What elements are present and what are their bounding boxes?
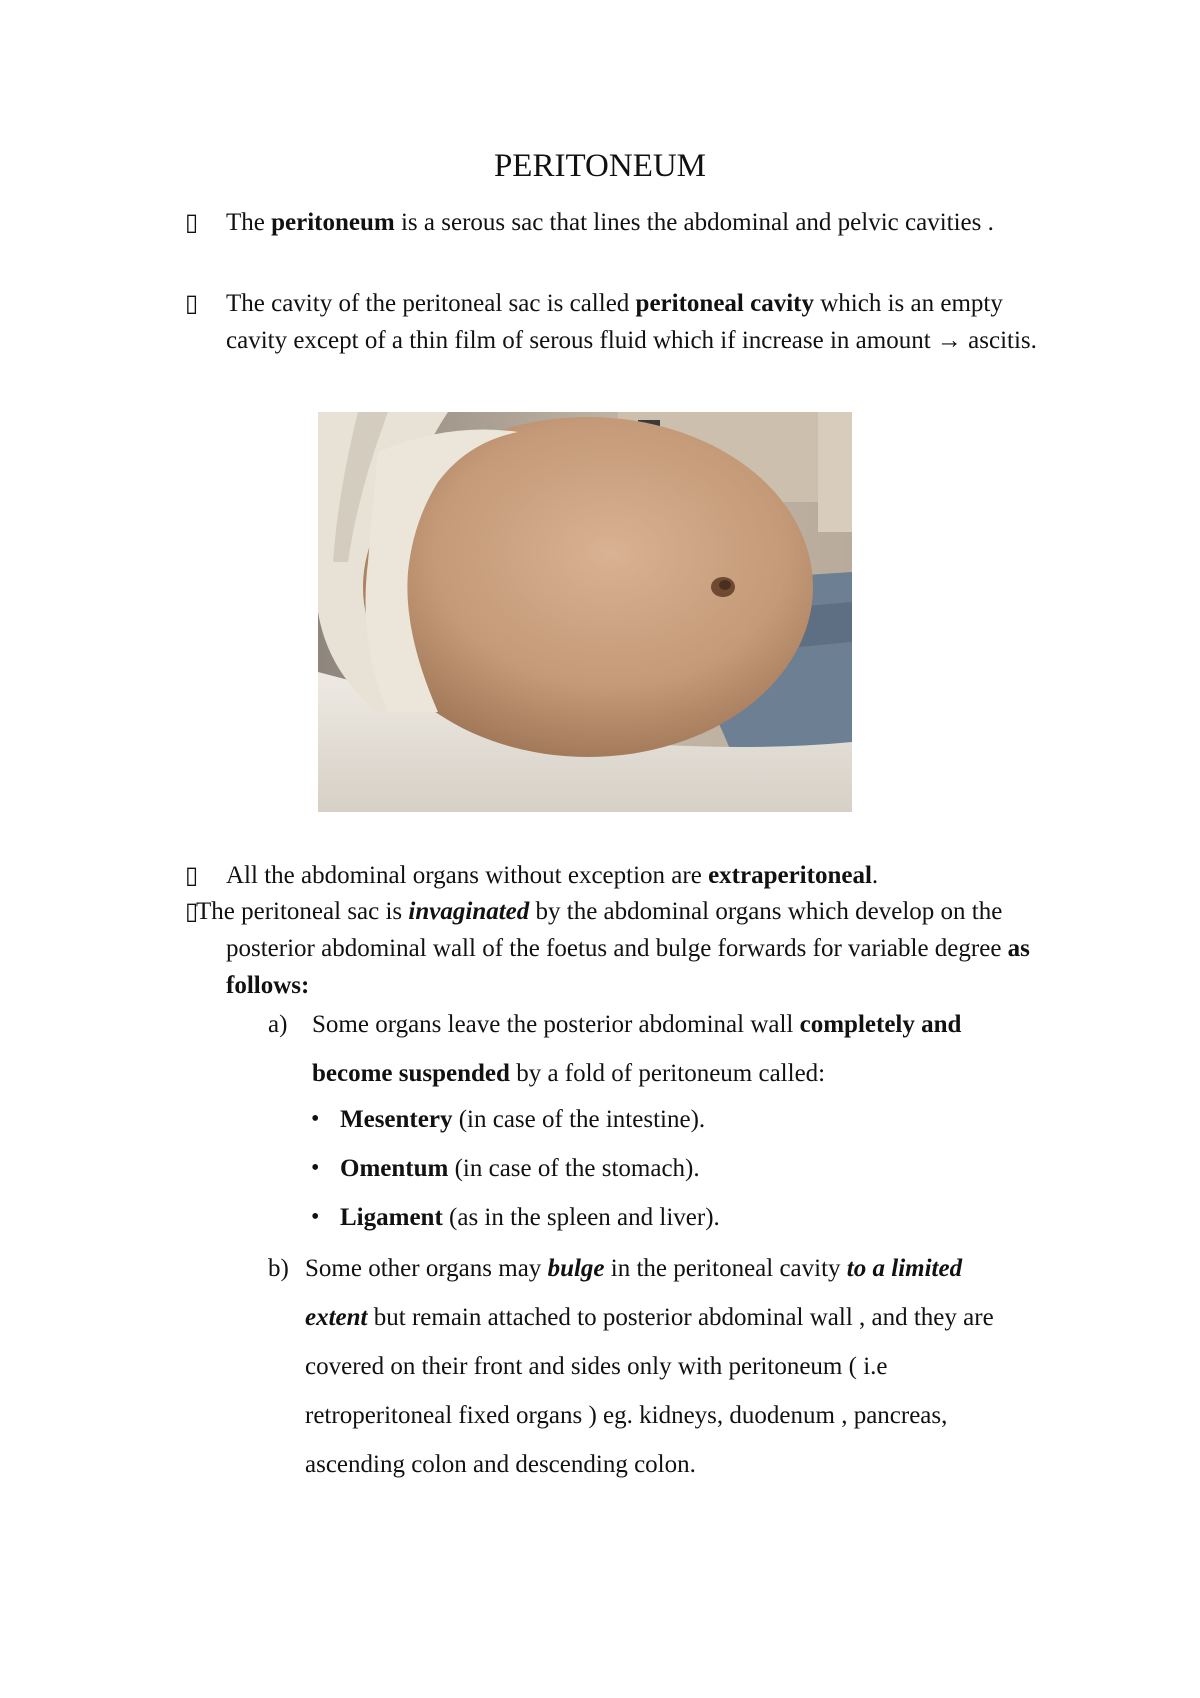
list-marker-3: ▯	[185, 861, 199, 889]
ascites-illustration	[318, 412, 852, 812]
item-b-label: b)	[268, 1255, 289, 1282]
bullet-ligament-marker: •	[311, 1204, 320, 1230]
list-marker-4: ▯	[185, 897, 199, 925]
item-a-text: Some organs leave the posterior abdominal wall completely and become suspended by a fold of peritoneum called:	[312, 1011, 962, 1087]
list-marker-2: ▯	[185, 289, 199, 317]
list-marker-1: ▯	[185, 208, 199, 236]
page-title: PERITONEUM	[493, 148, 707, 184]
bullet-mesentery-marker: •	[311, 1106, 320, 1132]
ascites-photo	[318, 412, 852, 812]
paragraph-peritoneal-cavity: The cavity of the peritoneal sac is called peritoneal cavity which is an empty cavity except of a thin film of serous fluid which if increase in amount → ascitis.	[226, 290, 1037, 354]
paragraph-peritoneum-definition: The peritoneum is a serous sac that lines the abdominal and pelvic cavities .	[226, 209, 994, 236]
bullet-omentum: Omentum (in case of the stomach).	[340, 1155, 700, 1182]
bullet-ligament: Ligament (as in the spleen and liver).	[340, 1204, 720, 1231]
bullet-mesentery: Mesentery (in case of the intestine).	[340, 1106, 706, 1133]
item-b-text: Some other organs may bulge in the peritoneal cavity to a limited extent but remain attached to posterior abdominal wall , and they are covered on their front and sides only with peritoneum ( i.e retroperitoneal fixed organs ) eg. kidneys, duodenum , pancreas, ascending colon and descending colon.	[305, 1255, 994, 1478]
bullet-omentum-marker: •	[311, 1155, 320, 1181]
item-a-label: a)	[268, 1011, 288, 1038]
paragraph-invaginated: The peritoneal sac is invaginated by the abdominal organs which develop on the posterior abdominal wall of the foetus and bulge forwards for variable degree as follows:	[196, 898, 1030, 999]
paragraph-extraperitoneal: All the abdominal organs without exception are extraperitoneal.	[226, 862, 879, 889]
